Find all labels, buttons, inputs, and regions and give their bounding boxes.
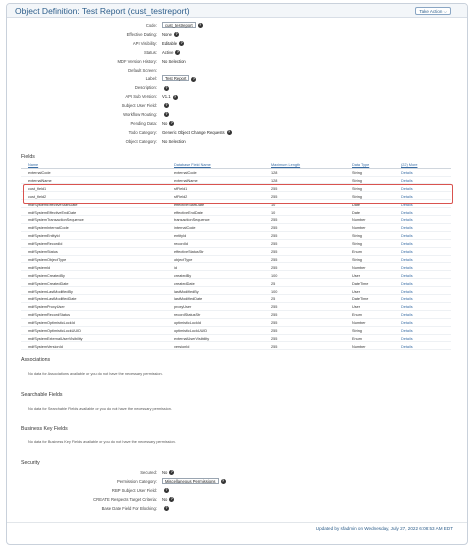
field-name: mdfSystemTransactionSequence xyxy=(28,218,84,223)
field-name: mdfSystemLastModifiedBy xyxy=(28,289,73,294)
data-type: Enum xyxy=(352,250,362,254)
property-row xyxy=(7,93,467,101)
details-link[interactable]: Details xyxy=(401,171,413,175)
data-type: Number xyxy=(352,226,366,231)
db-field-name: sfField2 xyxy=(174,194,188,199)
table-row xyxy=(21,170,451,177)
help-icon[interactable]: ? xyxy=(228,130,231,135)
db-field-name: effectiveStatusStr xyxy=(174,250,204,254)
property-label: Status: xyxy=(143,49,157,55)
max-length: 255 xyxy=(271,257,278,262)
details-link[interactable]: Details xyxy=(401,265,413,270)
data-type: User xyxy=(352,289,361,294)
column-header-db-field[interactable]: Database Field Name xyxy=(174,163,211,167)
table-row xyxy=(21,296,451,303)
details-link[interactable]: Details xyxy=(401,194,413,199)
property-row xyxy=(7,40,467,48)
details-link[interactable]: Details xyxy=(401,321,413,326)
details-link[interactable]: Details xyxy=(401,178,413,183)
details-link[interactable]: Details xyxy=(401,329,413,333)
table-row xyxy=(21,217,451,224)
data-type: Enum xyxy=(352,336,362,341)
property-row xyxy=(7,138,467,146)
property-label: Code: xyxy=(145,23,157,28)
db-field-name: optimisticLockId xyxy=(174,321,202,326)
data-type: String xyxy=(352,329,362,333)
db-field-name: externalCode xyxy=(174,171,197,175)
property-value-field[interactable]: Test Report xyxy=(162,75,189,81)
table-row xyxy=(21,249,451,256)
data-type: String xyxy=(352,171,362,175)
page-header xyxy=(7,4,467,18)
help-icon[interactable]: ? xyxy=(180,41,183,46)
property-value-text: Editable xyxy=(162,40,178,46)
property-row xyxy=(7,129,467,137)
security-title: Security xyxy=(21,460,40,466)
column-header-data-type[interactable]: Data Type xyxy=(352,163,370,167)
help-icon[interactable]: ? xyxy=(165,103,168,108)
property-row xyxy=(7,58,467,66)
db-field-name: externalName xyxy=(174,178,198,183)
help-icon[interactable]: ? xyxy=(175,32,178,37)
searchable-fields-note: No data for Searchable Fields available or you do not have the necessary permission. xyxy=(28,407,172,411)
help-icon[interactable]: ? xyxy=(165,112,168,117)
field-name: cust_field1 xyxy=(28,186,47,191)
details-link[interactable]: Details xyxy=(401,313,413,318)
data-type: Number xyxy=(352,321,366,326)
property-label: Pending Data: xyxy=(130,120,157,126)
max-length: 10 xyxy=(271,210,276,215)
help-icon[interactable]: ? xyxy=(192,76,195,81)
data-type: Date xyxy=(352,202,361,207)
table-row xyxy=(21,178,451,185)
field-name: mdfSystemEntityId xyxy=(28,234,60,239)
max-length: 255 xyxy=(271,226,278,231)
table-row xyxy=(21,265,451,272)
table-row xyxy=(21,210,451,217)
details-link[interactable]: Details xyxy=(401,289,413,294)
details-link[interactable]: Details xyxy=(401,242,413,247)
table-row xyxy=(21,273,451,280)
table-row xyxy=(21,257,451,264)
max-length: 255 xyxy=(271,186,278,191)
data-type: String xyxy=(352,242,362,247)
page-title: Object Definition: Test Report (cust_testreport) xyxy=(15,6,190,16)
max-length: 255 xyxy=(271,234,278,239)
property-label: MDF Version History: xyxy=(117,58,157,64)
property-row xyxy=(7,496,467,504)
data-type: User xyxy=(352,305,361,310)
field-name: mdfSystemCreatedBy xyxy=(28,273,65,278)
db-field-name: recordStatusStr xyxy=(174,313,201,318)
associations-title: Associations xyxy=(21,357,51,363)
table-row xyxy=(21,225,451,232)
data-type: String xyxy=(352,186,362,191)
db-field-name: createdDate xyxy=(174,281,195,286)
max-length: 255 xyxy=(271,321,278,326)
field-name: cust_field2 xyxy=(28,194,47,199)
data-type: Date xyxy=(352,210,361,215)
property-label: API Visibility: xyxy=(132,40,157,46)
property-value-text: No xyxy=(162,496,168,502)
field-name: mdfSystemCreatedDate xyxy=(28,281,69,286)
data-type: Enum xyxy=(352,313,362,318)
property-label: API Sub Version: xyxy=(125,94,157,100)
details-link[interactable]: Details xyxy=(401,226,413,231)
property-value xyxy=(162,478,226,486)
property-value-field[interactable]: cust_testreport xyxy=(162,22,196,28)
data-type: DateTime xyxy=(352,281,369,286)
property-row xyxy=(7,22,467,30)
max-length: 255 xyxy=(271,265,278,270)
table-row xyxy=(21,202,451,209)
db-field-name: entityId xyxy=(174,234,187,239)
table-row xyxy=(21,233,451,240)
details-link[interactable]: Details xyxy=(401,344,413,349)
details-link[interactable]: Details xyxy=(401,202,413,207)
property-value xyxy=(162,505,169,513)
data-type: String xyxy=(352,234,362,239)
property-label: Permission Category: xyxy=(116,478,157,484)
help-icon[interactable]: ? xyxy=(165,85,168,90)
property-row xyxy=(7,31,467,39)
db-field-name: createdBy xyxy=(174,273,192,278)
property-row xyxy=(7,487,467,495)
property-value xyxy=(162,22,203,30)
field-name: mdfSystemEffectiveStartDate xyxy=(28,202,78,207)
property-label: Workflow Routing: xyxy=(123,112,157,117)
table-row xyxy=(21,241,451,248)
help-icon[interactable]: ? xyxy=(176,50,179,55)
max-length: 25 xyxy=(271,297,276,302)
details-link[interactable]: Details xyxy=(401,250,413,254)
property-row xyxy=(7,49,467,57)
help-icon[interactable]: ? xyxy=(199,23,202,28)
property-row xyxy=(7,111,467,119)
help-icon[interactable]: ? xyxy=(165,488,168,493)
db-field-name: objectType xyxy=(174,257,193,262)
details-link[interactable]: Details xyxy=(401,210,413,215)
property-value xyxy=(162,58,186,66)
table-row xyxy=(21,186,451,193)
property-value xyxy=(162,84,169,92)
property-label: RBP Subject User Field: xyxy=(111,487,157,493)
property-value-text: Active xyxy=(162,49,174,55)
property-row xyxy=(7,478,467,486)
db-field-name: effectiveStartDate xyxy=(174,202,205,207)
property-value-field[interactable]: Miscellaneous Permissions xyxy=(162,478,219,484)
db-field-name: internalCode xyxy=(174,226,196,231)
property-value-text: Generic Object Change Requests xyxy=(162,129,225,135)
field-name: mdfSystemOptimisticLockUUID xyxy=(28,329,81,333)
max-length: 100 xyxy=(271,273,278,278)
property-row xyxy=(7,67,467,75)
property-value xyxy=(162,31,179,39)
help-icon[interactable]: ? xyxy=(170,470,173,475)
max-length: 25 xyxy=(271,281,276,286)
data-type: User xyxy=(352,273,361,278)
property-value-text: None xyxy=(162,31,173,37)
db-field-name: recordId xyxy=(174,242,188,247)
property-value xyxy=(162,93,178,101)
details-link[interactable]: Details xyxy=(401,257,413,262)
property-label: Description: xyxy=(134,85,157,91)
db-field-name: transactionSequence xyxy=(174,218,210,223)
table-row xyxy=(21,336,451,343)
field-name: mdfSystemExternalUserVisibility xyxy=(28,336,83,341)
property-value xyxy=(162,102,169,110)
max-length: 10 xyxy=(271,202,276,207)
property-label: Subject User Field: xyxy=(121,103,157,109)
object-definition-panel xyxy=(6,3,468,545)
property-value xyxy=(162,138,186,146)
max-length: 255 xyxy=(271,242,278,247)
property-row xyxy=(7,469,467,477)
data-type: String xyxy=(352,178,362,183)
property-value xyxy=(162,487,169,495)
table-row xyxy=(21,328,451,335)
associations-note: No data for Associations available or you do not have the necessary permission. xyxy=(28,372,163,376)
field-name: mdfSystemRecordId xyxy=(28,242,63,247)
property-label: Effective Dating: xyxy=(126,31,157,37)
field-name: mdfSystemInternalCode xyxy=(28,226,69,231)
max-length: 255 xyxy=(271,336,278,341)
property-value xyxy=(162,40,184,48)
field-name: mdfSystemObjectType xyxy=(28,257,67,262)
field-name: mdfSystemLastModifiedDate xyxy=(28,297,77,302)
table-row xyxy=(21,194,451,201)
max-length: 128 xyxy=(271,178,278,183)
db-field-name: externalUserVisibility xyxy=(174,336,210,341)
footer xyxy=(7,522,467,534)
db-field-name: lastModifiedBy xyxy=(174,289,199,294)
fields-table-header xyxy=(21,163,451,169)
details-link[interactable]: Details xyxy=(401,186,413,191)
table-row xyxy=(21,312,451,319)
field-name: mdfSystemProxyUser xyxy=(28,305,65,310)
searchable-fields-title: Searchable Fields xyxy=(21,392,63,398)
db-field-name: optimisticLockUUID xyxy=(174,329,208,333)
property-label: Label: xyxy=(145,76,157,82)
property-value-text: No xyxy=(162,120,168,126)
last-updated-text: Updated by sfadmin on Wednesday, July 27, 2022 6:08:53 AM EDT xyxy=(315,526,453,531)
help-icon[interactable]: ? xyxy=(170,497,173,502)
property-value-text: No Selection xyxy=(162,138,186,144)
property-label: Todo Category: xyxy=(128,129,157,135)
details-link[interactable]: Details xyxy=(401,218,413,223)
db-field-name: versionId xyxy=(174,344,190,349)
property-row xyxy=(7,75,467,83)
details-link[interactable]: Details xyxy=(401,273,413,278)
field-name: mdfSystemRecordStatus xyxy=(28,313,70,318)
field-name: mdfSystemEffectiveEndDate xyxy=(28,210,77,215)
take-action-button[interactable]: Take Action ⌵ xyxy=(415,7,451,15)
property-value xyxy=(162,469,174,477)
property-row xyxy=(7,120,467,128)
db-field-name: sfField1 xyxy=(174,186,188,191)
table-row xyxy=(21,344,451,351)
column-header-max-length[interactable]: Maximum Length xyxy=(271,163,301,167)
db-field-name: effectiveEndDate xyxy=(174,210,203,215)
property-value xyxy=(162,75,196,83)
column-header-name[interactable]: Name xyxy=(28,163,39,167)
field-name: externalName xyxy=(28,178,52,183)
details-link[interactable]: Details xyxy=(401,281,413,286)
field-name: mdfSystemId xyxy=(28,265,51,270)
property-value xyxy=(162,111,169,119)
table-row xyxy=(21,320,451,327)
property-value xyxy=(162,496,174,504)
db-field-name: lastModifiedDate xyxy=(174,297,203,302)
max-length: 255 xyxy=(271,250,278,254)
field-name: externalCode xyxy=(28,171,51,175)
property-row xyxy=(7,505,467,513)
data-type: String xyxy=(352,257,362,262)
db-field-name: proxyUser xyxy=(174,305,192,310)
field-name: mdfSystemVersionId xyxy=(28,344,63,349)
field-name: mdfSystemOptimisticLockId xyxy=(28,321,75,326)
details-link[interactable]: Details xyxy=(401,297,413,302)
data-type: Number xyxy=(352,344,366,349)
property-row xyxy=(7,102,467,110)
max-length: 128 xyxy=(271,171,278,175)
property-label: Default Screen: xyxy=(128,67,157,73)
property-row xyxy=(7,84,467,92)
property-value xyxy=(162,49,180,57)
property-value-text: No xyxy=(162,470,168,475)
help-icon[interactable]: ? xyxy=(170,121,173,126)
data-type: DateTime xyxy=(352,297,369,302)
details-link[interactable]: Details xyxy=(401,305,413,310)
property-label: Object Category: xyxy=(125,138,157,144)
details-link[interactable]: Details xyxy=(401,234,413,239)
max-length: 255 xyxy=(271,344,278,349)
property-value xyxy=(162,120,174,128)
max-length: 255 xyxy=(271,329,278,333)
business-key-fields-title: Business Key Fields xyxy=(21,426,68,432)
db-field-name: id xyxy=(174,265,177,270)
data-type: String xyxy=(352,194,362,199)
max-length: 100 xyxy=(271,289,278,294)
max-length: 255 xyxy=(271,313,278,318)
table-row xyxy=(21,281,451,288)
max-length: 255 xyxy=(271,194,278,199)
property-value-text: V1.1 xyxy=(162,94,171,100)
fields-section-title: Fields xyxy=(21,154,35,160)
details-link[interactable]: Details xyxy=(401,336,413,341)
column-header-more[interactable]: (22) More xyxy=(401,163,418,167)
field-name: mdfSystemStatus xyxy=(28,250,58,254)
help-icon[interactable]: ? xyxy=(221,479,225,484)
property-value xyxy=(162,129,232,137)
property-value-text: No Selection xyxy=(162,58,186,64)
business-key-fields-note: No data for Business Key Fields available or you do not have the necessary permission. xyxy=(28,440,176,444)
property-label: Secured: xyxy=(140,470,157,475)
max-length: 255 xyxy=(271,305,278,310)
max-length: 255 xyxy=(271,218,278,223)
data-type: Number xyxy=(352,265,366,270)
data-type: Number xyxy=(352,218,366,223)
table-row xyxy=(21,289,451,296)
property-label: Base Date Field For Blocking: xyxy=(101,505,157,511)
table-row xyxy=(21,304,451,311)
help-icon[interactable]: ? xyxy=(165,505,168,510)
help-icon[interactable]: ? xyxy=(174,94,177,99)
property-label: CREATE Respects Target Criteria: xyxy=(93,496,157,502)
